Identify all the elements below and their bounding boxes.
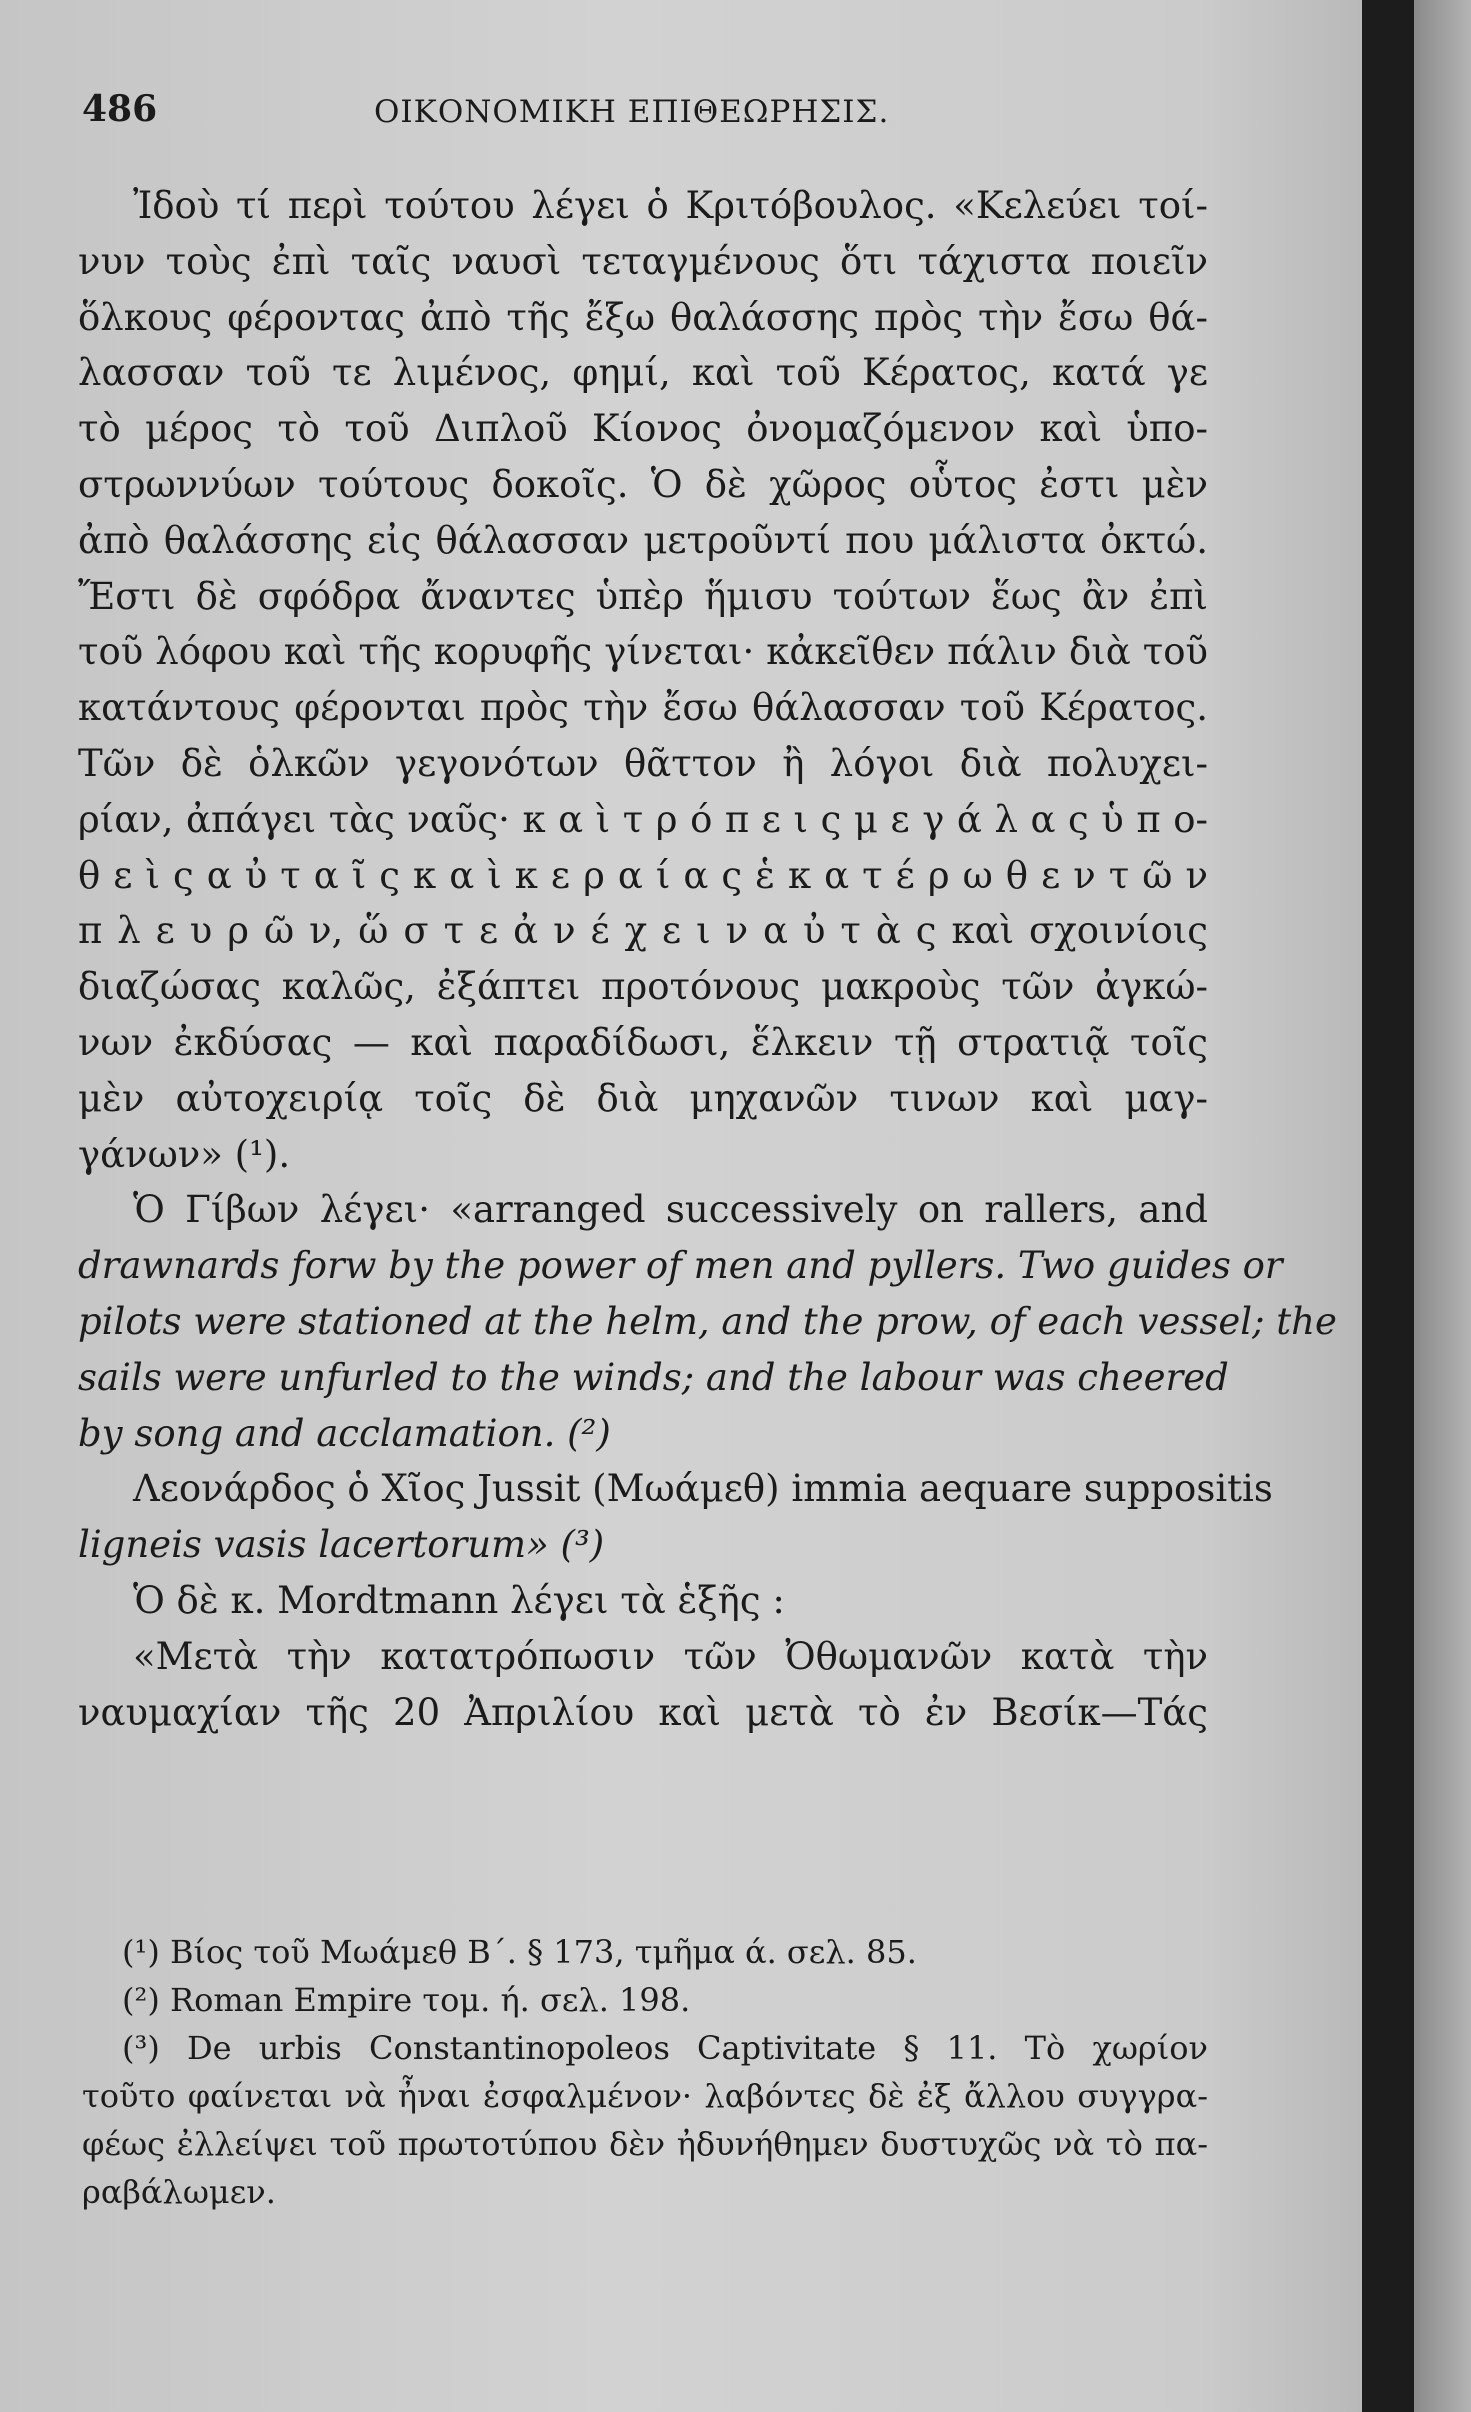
text-line: διαζώσας καλῶς, ἐξάπτει προτόνους μακροὺς τῶν ἀγκώ-	[78, 965, 1208, 1009]
text-line: στρωννύων τούτους δοκοῖς. Ὁ δὲ χῶρος οὗτος ἐστι μὲν	[78, 462, 1208, 506]
book-spine-shadow	[1362, 0, 1414, 2412]
text-line: pilots were stationed at the helm, and the prow, of each vessel; the	[78, 1299, 1337, 1343]
facing-page-edge	[1414, 0, 1471, 2412]
text-line: «Μετὰ τὴν κατατρόπωσιν τῶν Ὀθωμανῶν κατὰ τὴν	[133, 1634, 1208, 1678]
page-header	[82, 88, 1202, 148]
footnote-line: ραβάλωμεν.	[82, 2173, 276, 2211]
footnotes	[82, 1928, 1208, 2216]
text-line: τοῦ λόφου καὶ τῆς κορυφῆς γίνεται· κἀκεῖθεν πάλιν διὰ τοῦ	[78, 630, 1208, 674]
text-line: π λ ε υ ρ ῶ ν, ὥ σ τ ε ἀ ν έ χ ε ι ν α ὐ τ ὰ ς καὶ σχοινίοις	[78, 909, 1208, 953]
footnote-line: (³) De urbis Constantinopoleos Captivitate § 11. Τὸ χωρίον	[122, 2029, 1208, 2067]
text-line: Ὁ Γίβων λέγει· «arranged successively on rallers, and	[133, 1188, 1208, 1232]
text-line: μὲν αὐτοχειρίᾳ τοῖς δὲ διὰ μηχανῶν τινων καὶ μαγ-	[78, 1076, 1208, 1120]
text-line: νυν τοὺς ἐπὶ ταῖς ναυσὶ τεταγμένους ὅτι τάχιστα ποιεῖν	[78, 239, 1208, 283]
text-line: ὅλκους φέροντας ἀπὸ τῆς ἔξω θαλάσσης πρὸς τὴν ἔσω θά-	[78, 295, 1208, 339]
text-line: τὸ μέρος τὸ τοῦ Διπλοῦ Κίονος ὀνομαζόμενον καὶ ὑπο-	[78, 407, 1208, 451]
text-line: Ὁ δὲ κ. Mordtmann λέγει τὰ ἑξῆς :	[133, 1578, 785, 1622]
text-line: sails were unfurled to the winds; and the labour was cheered	[78, 1355, 1229, 1399]
text-line: by song and acclamation. (²)	[78, 1411, 611, 1455]
text-line: Ἰδοὺ τί περὶ τούτου λέγει ὁ Κριτόβουλος. «Κελεύει τοί-	[133, 184, 1208, 227]
text-line: drawnards forw by the power of men and pyllers. Two guides or	[78, 1244, 1283, 1288]
text-line: νων ἐκδύσας — καὶ παραδίδωσι, ἕλκειν τῇ στρατιᾷ τοῖς	[78, 1020, 1208, 1064]
footnote-line: (¹) Βίος τοῦ Μωάμεθ Β΄. § 173, τμῆμα ά. σελ. 85.	[122, 1933, 917, 1971]
text-line: ναυμαχίαν τῆς 20 Ἀπριλίου καὶ μετὰ τὸ ἐν Βεσίκ—Τάς	[78, 1690, 1208, 1734]
footnote-line: (²) Roman Empire τομ. ή. σελ. 198.	[122, 1981, 691, 2019]
text-line: ρίαν, ἀπάγει τὰς ναῦς· κ α ὶ τ ρ ό π ε ι ς μ ε γ ά λ α ς ὑ π ο-	[78, 797, 1208, 841]
running-head: ΟΙΚΟΝΟΜΙΚΗ ΕΠΙΘΕΩΡΗΣΙΣ.	[374, 94, 890, 130]
text-line: ἀπὸ θαλάσσης εἰς θάλασσαν μετροῦντί που μάλιστα ὀκτώ.	[78, 518, 1208, 562]
main-text	[78, 178, 1337, 1740]
text-line: ligneis vasis lacertorum» (³)	[78, 1523, 605, 1567]
text-line: γάνων» (¹).	[78, 1132, 291, 1176]
text-line: κατάντους φέρονται πρὸς τὴν ἔσω θάλασσαν τοῦ Κέρατος.	[78, 686, 1208, 730]
text-line: Λεονάρδος ὁ Χῖος Jussit (Μωάμεθ) immia aequare suppositis	[133, 1467, 1273, 1511]
footnote-line: τοῦτο φαίνεται νὰ ἦναι ἐσφαλμένον· λαβόντες δὲ ἐξ ἄλλου συγγρα-	[82, 2077, 1208, 2115]
text-line: Τῶν δὲ ὁλκῶν γεγονότων θᾶττον ἢ λόγοι διὰ πολυχει-	[78, 741, 1208, 785]
text-line: Ἔστι δὲ σφόδρα ἄναντες ὑπὲρ ἥμισυ τούτων ἕως ἂν ἐπὶ	[78, 574, 1208, 618]
footnote-line: φέως ἐλλείψει τοῦ πρωτοτύπου δὲν ἠδυνήθημεν δυστυχῶς νὰ τὸ πα-	[82, 2125, 1208, 2163]
text-line: λασσαν τοῦ τε λιμένος, φημί, καὶ τοῦ Κέρατος, κατά γε	[78, 351, 1208, 395]
page-number: 486	[82, 88, 158, 130]
text-line: θ ε ὶ ς α ὐ τ α ῖ ς κ α ὶ κ ε ρ α ί α ς ἑ κ α τ έ ρ ω θ ε ν τ ῶ ν	[78, 853, 1208, 897]
